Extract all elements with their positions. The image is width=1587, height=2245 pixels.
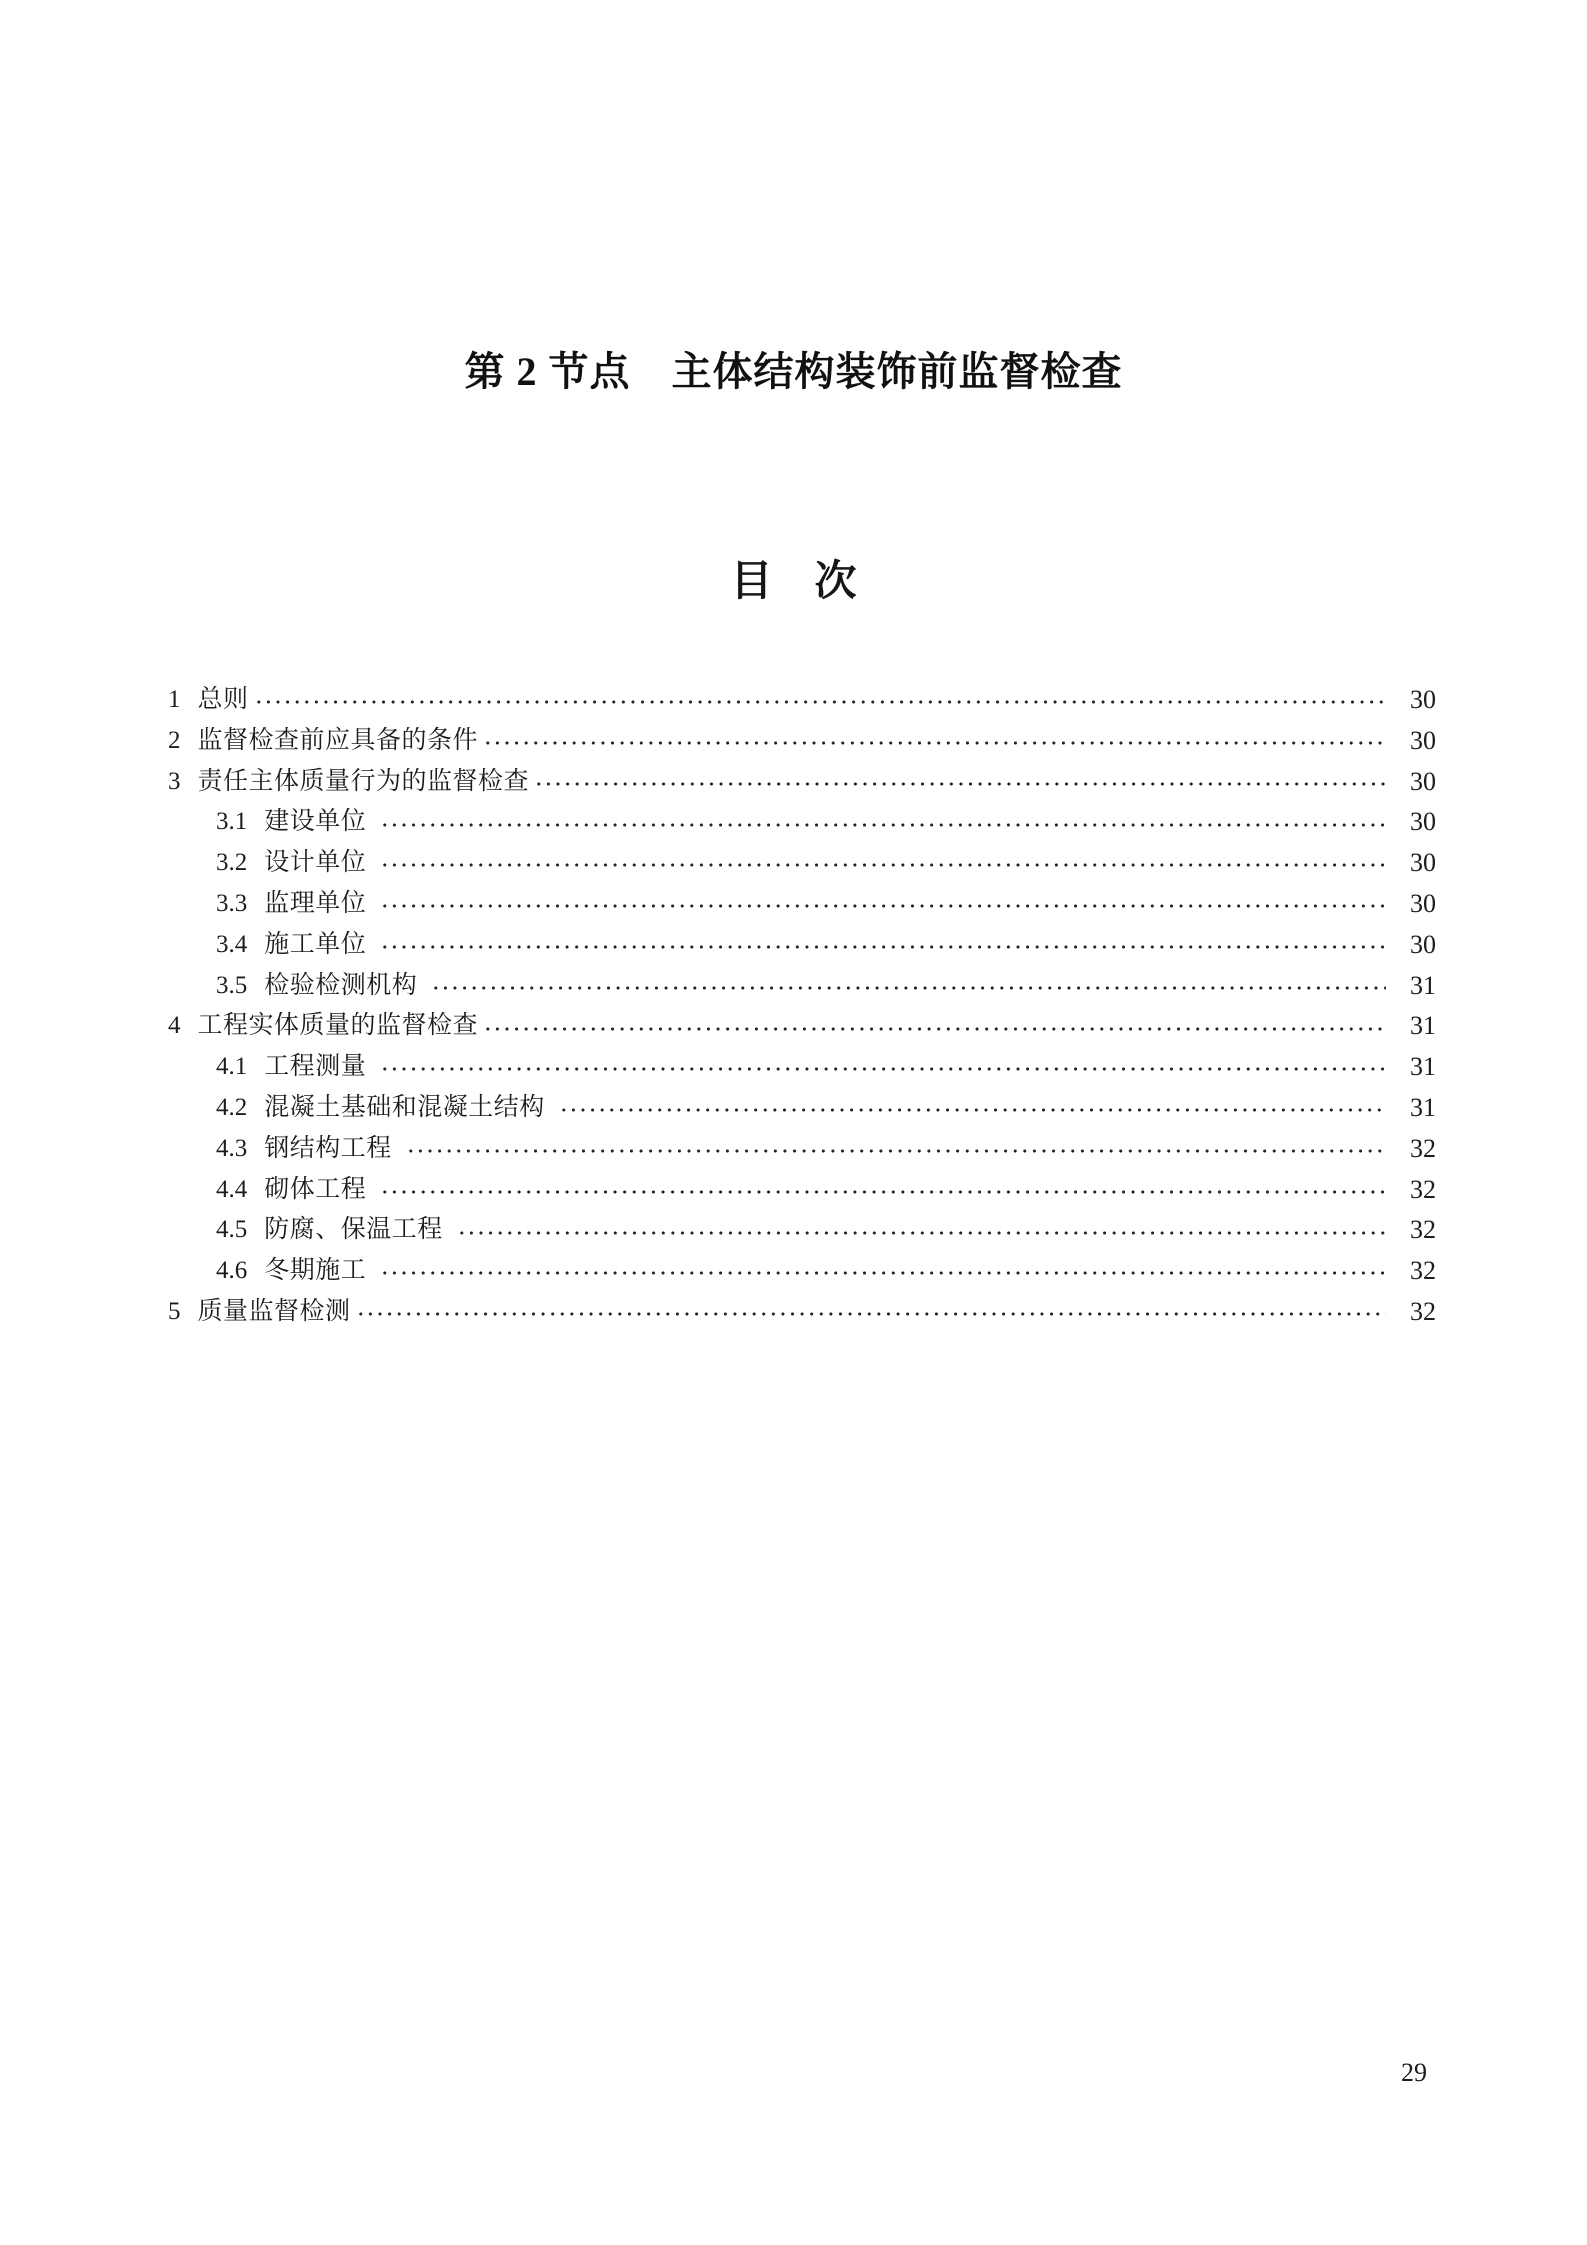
page-title: 第 2 节点 主体结构装饰前监督检查	[464, 349, 1123, 394]
toc-entry-label: 总则	[197, 686, 249, 713]
toc-entry-label: 砌体工程	[264, 1175, 367, 1203]
dot-leader	[380, 1251, 1386, 1292]
dot-leader	[380, 884, 1386, 925]
dot-leader	[457, 1210, 1386, 1251]
toc-list	[168, 680, 1436, 1333]
toc-entry-number: 4.1	[216, 1053, 248, 1081]
toc-entry-page: 32	[1410, 1296, 1436, 1326]
toc-entry-number: 3.5	[216, 971, 248, 999]
toc-entry-page: 30	[1410, 725, 1436, 755]
toc-entry-label: 混凝土基础和混凝土结构	[264, 1093, 545, 1121]
toc-entry-page: 32	[1410, 1215, 1436, 1245]
toc-entry-number: 2	[168, 726, 181, 754]
toc-entry	[168, 762, 1436, 803]
dot-leader	[380, 843, 1386, 884]
toc-entry-number: 3	[168, 767, 181, 795]
toc-entry-page: 30	[1410, 685, 1436, 714]
toc-entry-page: 30	[1410, 848, 1436, 878]
toc-entry-number: 4.5	[216, 1216, 248, 1244]
dot-leader	[380, 1047, 1386, 1088]
toc-entry-number: 4.6	[216, 1257, 248, 1285]
toc-entry	[168, 1129, 1436, 1170]
toc-entry-number: 3.1	[216, 808, 248, 836]
toc-entry-page: 32	[1410, 1256, 1436, 1286]
toc-entry-label: 监督检查前应具备的条件	[197, 726, 479, 754]
toc-entry	[168, 1170, 1436, 1211]
toc-entry-page: 31	[1410, 1011, 1436, 1041]
toc-entry-number: 1	[168, 686, 181, 713]
toc-entry-label: 钢结构工程	[264, 1134, 392, 1162]
toc-entry	[168, 721, 1436, 762]
dot-leader	[380, 1170, 1386, 1211]
dot-leader	[431, 966, 1386, 1007]
dot-leader	[483, 1006, 1386, 1047]
dot-leader	[483, 721, 1386, 762]
dot-leader	[406, 1129, 1386, 1170]
dot-leader	[254, 680, 1386, 721]
toc-entry	[168, 925, 1436, 966]
toc-entry	[168, 802, 1436, 843]
toc-entry-label: 责任主体质量行为的监督检查	[197, 767, 530, 795]
toc-entry-number: 3.3	[216, 889, 248, 917]
toc-entry-page: 31	[1410, 1092, 1436, 1122]
toc-heading: 目 次	[730, 557, 857, 604]
toc-entry-number: 3.2	[216, 849, 248, 877]
toc-entry-label: 建设单位	[264, 808, 367, 836]
toc-entry-number: 4.4	[216, 1175, 248, 1203]
toc-entry-number: 5	[168, 1297, 181, 1325]
toc-entry-label: 检验检测机构	[264, 971, 418, 999]
toc-entry-page: 30	[1410, 888, 1436, 918]
toc-entry-label: 设计单位	[264, 849, 367, 877]
toc-entry-page: 32	[1410, 1174, 1436, 1204]
toc-entry-label: 工程实体质量的监督检查	[197, 1012, 479, 1040]
toc-entry-number: 4.3	[216, 1134, 248, 1162]
toc-entry-number: 4	[168, 1012, 181, 1040]
toc-entry	[168, 966, 1436, 1007]
toc-entry-label: 防腐、保温工程	[264, 1216, 443, 1244]
toc-entry-page: 31	[1410, 1052, 1436, 1082]
toc-entry	[168, 843, 1436, 884]
toc-entry-number: 3.4	[216, 930, 248, 958]
dot-leader	[559, 1088, 1386, 1129]
dot-leader	[534, 762, 1386, 803]
toc-entry-label: 工程测量	[264, 1053, 367, 1081]
toc-entry	[168, 1251, 1436, 1292]
toc-entry-page: 30	[1410, 807, 1436, 837]
toc-entry	[168, 1088, 1436, 1129]
toc-entry-page: 30	[1410, 766, 1436, 796]
toc-entry	[168, 884, 1436, 925]
dot-leader	[356, 1292, 1386, 1333]
toc-entry	[168, 1006, 1436, 1047]
toc-entry	[168, 680, 1436, 721]
toc-entry	[168, 1210, 1436, 1251]
toc-entry-label: 质量监督检测	[197, 1297, 351, 1325]
toc-entry-page: 32	[1410, 1133, 1436, 1163]
dot-leader	[380, 925, 1386, 966]
toc-entry-number: 4.2	[216, 1093, 248, 1121]
toc-entry-label: 施工单位	[264, 930, 367, 958]
toc-entry	[168, 1047, 1436, 1088]
dot-leader	[380, 802, 1386, 843]
toc-entry-label: 冬期施工	[264, 1257, 367, 1285]
toc-entry-page: 30	[1410, 929, 1436, 959]
toc-entry-page: 31	[1410, 970, 1436, 1000]
footer-page-number: 29	[1401, 2058, 1427, 2087]
toc-entry	[168, 1292, 1436, 1333]
toc-entry-label: 监理单位	[264, 889, 367, 917]
